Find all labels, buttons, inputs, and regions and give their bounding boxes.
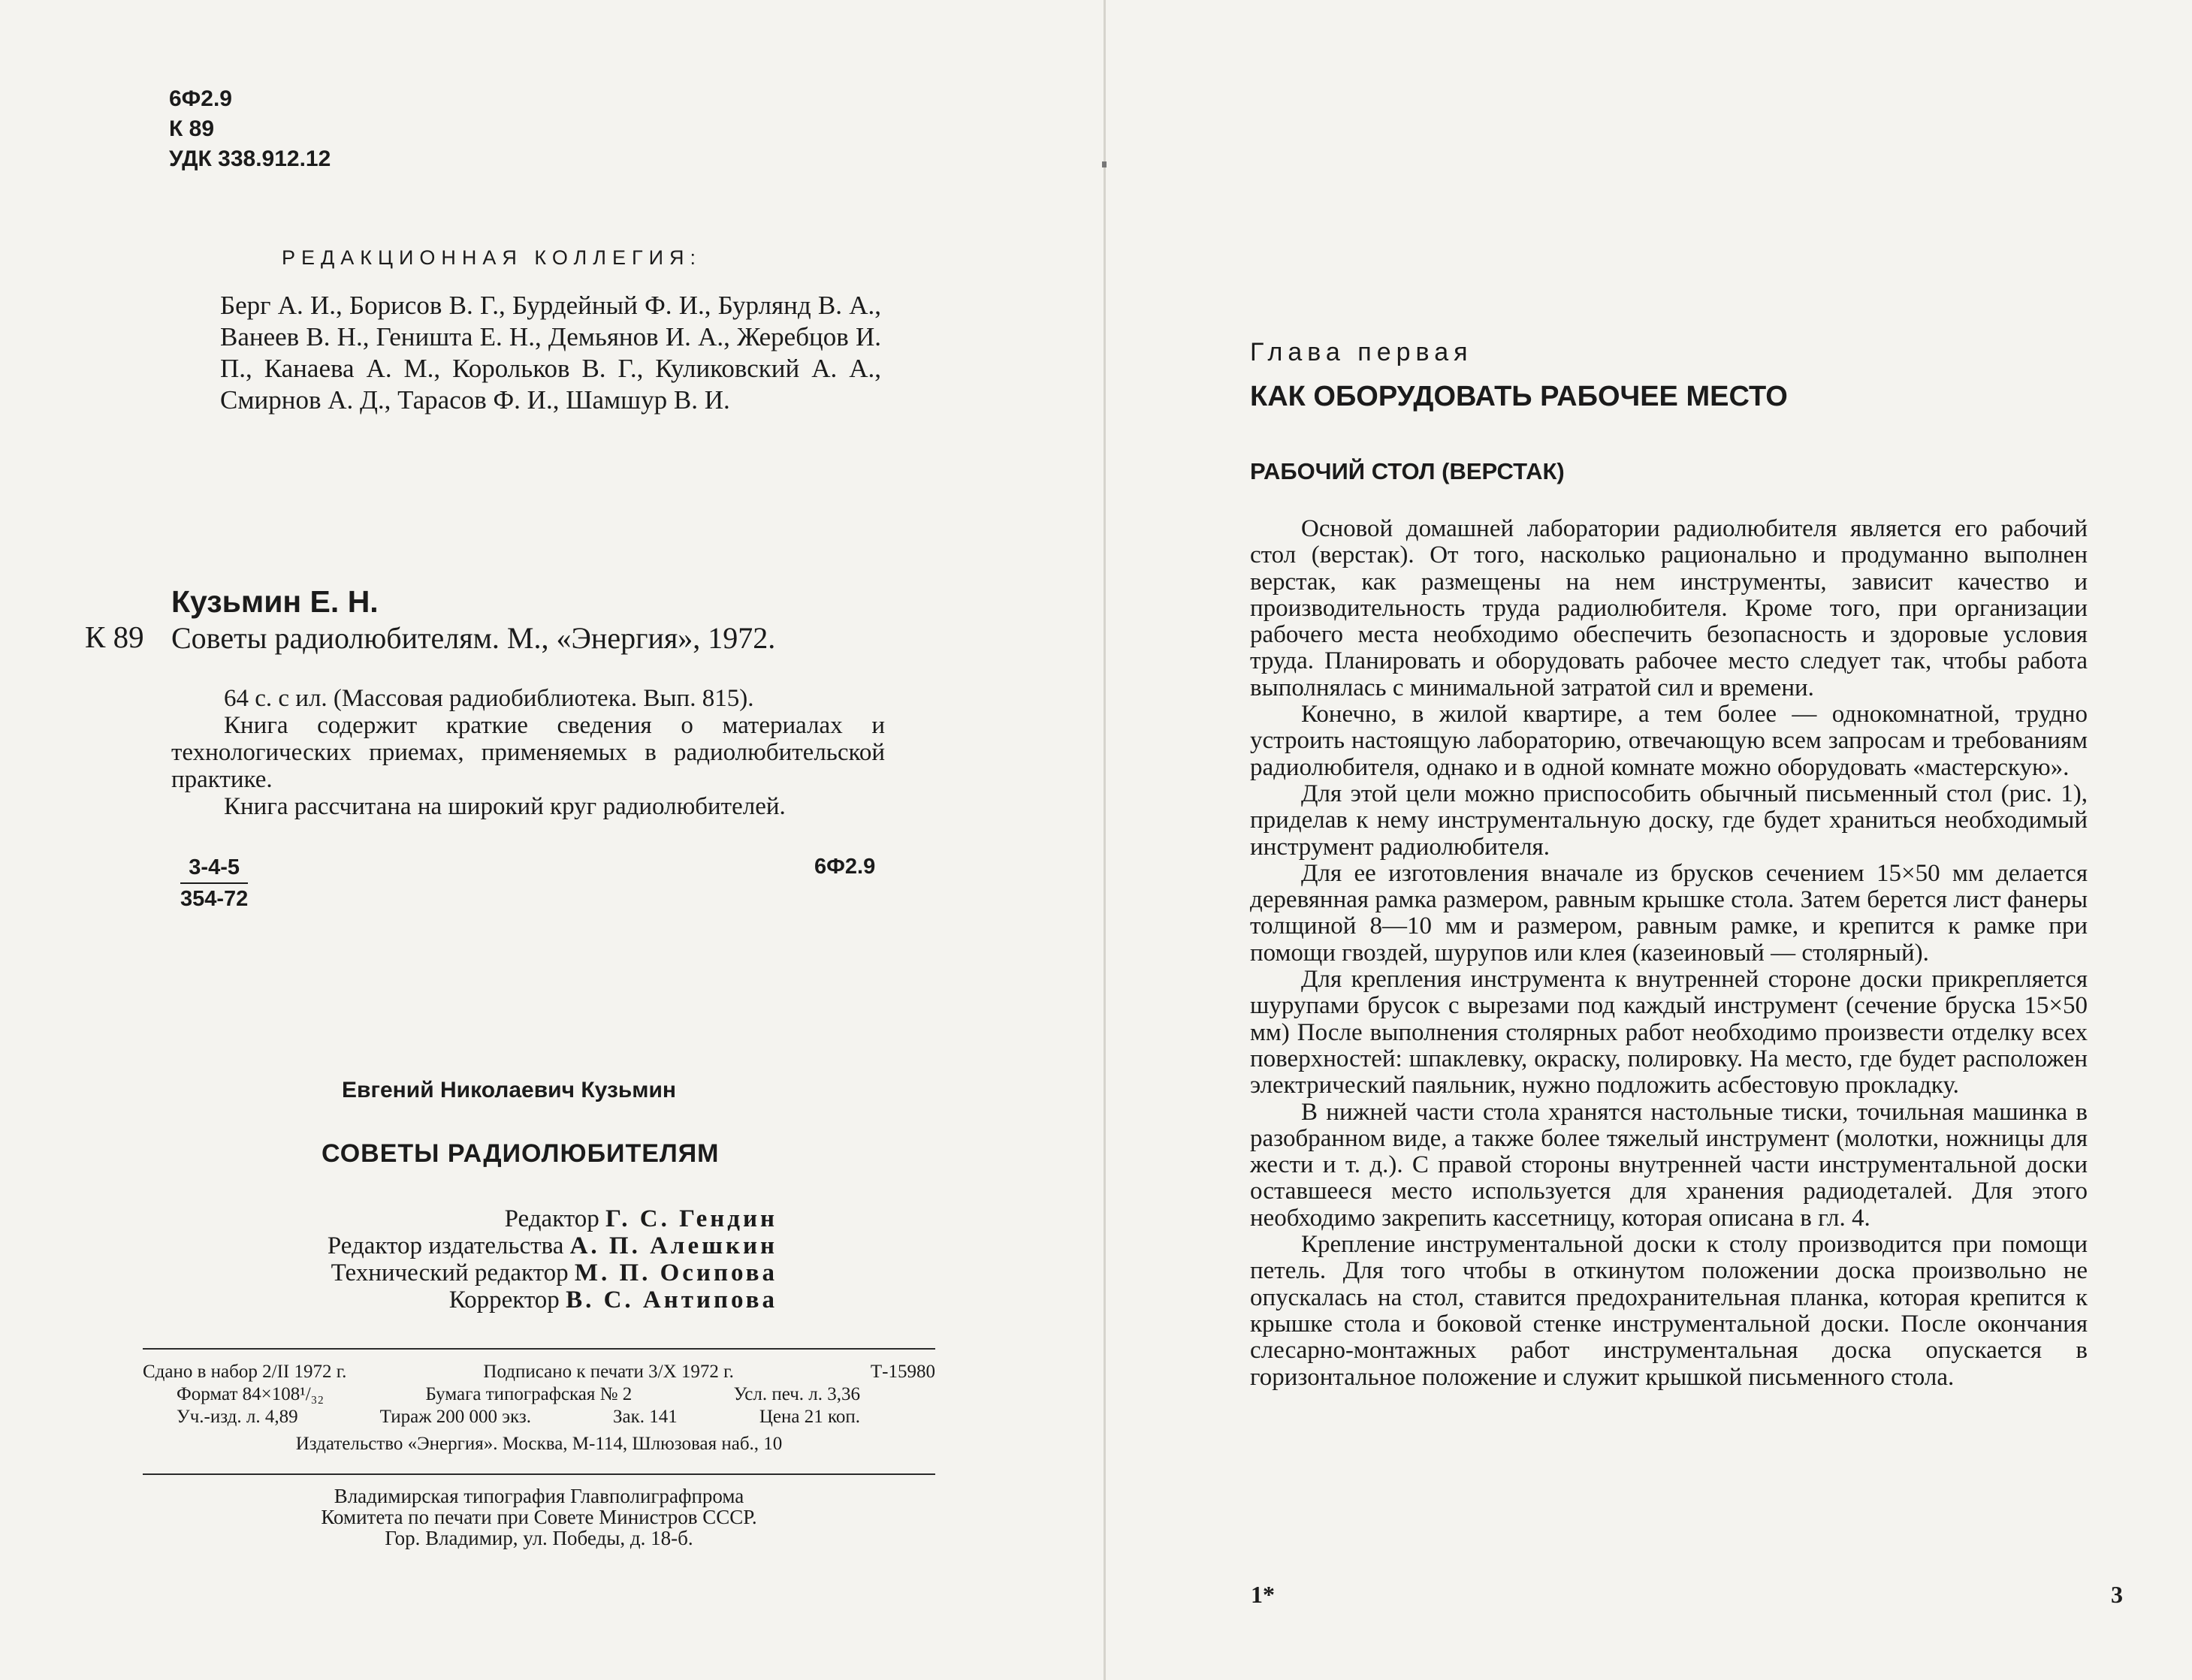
section-title: РАБОЧИЙ СТОЛ (ВЕРСТАК) [1250,458,1565,484]
imprint-field: Тираж 200 000 экз. [379,1407,531,1427]
colophon-title: СОВЕТЫ РАДИОЛЮБИТЕЛЯМ [322,1139,720,1168]
imprint-field: Бумага типографская № 2 [425,1384,633,1404]
editorial-board-members: Берг А. И., Борисов В. Г., Бурдейный Ф. И., Бурлянд В. А., Ванеев В. Н., Геништа Е. Н., Демьянов И. А., Жеребцов И. П., Канаева А. М., Корольков В. Г., Куликовский А. А., Смирнов А. Д., Тарасов Ф. И., Шамшур В. И. [220,291,881,415]
body-text [1250,516,2088,1391]
staff-line [328,1286,777,1314]
colophon-staff [328,1205,777,1314]
classification-code: УДК 338.912.12 [169,146,331,171]
catalog-summary: Книга содержит краткие сведения о материалах и технологических приемах, применяемых в радиолюбительской практике. [171,712,885,793]
printer-line: Гор. Владимир, ул. Победы, д. 18-б. [385,1527,693,1549]
imprint-field: Формат 84×108¹/₃₂ [177,1384,325,1404]
staff-role: Корректор [448,1286,560,1314]
body-paragraph: Для крепления инструмента к внутренней стороне доски прикрепляется шурупами брусок с вырезами под каждый инструмент (сечение бруска 15×50 мм) После выполнения столярных работ необходимо произвести отделку всех поверхностей: шпаклевку, окраску, полировку. На место, где будет расположен электрический паяльник, нужно подложить асбестовую прокладку. [1250,966,2088,1099]
editorial-board-heading: РЕДАКЦИОННАЯ КОЛЛЕГИЯ: [282,246,702,269]
staff-line [328,1232,777,1259]
code-denominator: 354-72 [180,887,249,911]
body-paragraph: Для ее изготовления вначале из брусков сечением 15×50 мм делается деревянная рамка размером, равным крышке стола. Затем берется лист фанеры толщиной 8—10 мм и размером, равным рамке, и крепится к рамке при помощи гвоздей, шурупов или клея (казеиновый — столярный). [1250,859,2088,967]
staff-line [328,1205,777,1232]
catalog-title-line: Советы радиолюбителям. М., «Энергия», 1972. [171,621,776,655]
footer-signature: 1* [1251,1581,1275,1608]
classification-code: К 89 [169,116,215,141]
imprint-field: Зак. 141 [613,1407,678,1427]
body-paragraph: Крепление инструментальной доски к столу производится при помощи петель. Для того чтобы в откинутом положении доска произвольно не опускалась на стол, ставится предохранительная планка, которая крепится к крышке стола и боковой стенке инструментальной доски. После окончания слесарно-монтажных работ инструментальная доска опускается в горизонтальное положение и служит крышкой письменного стола. [1250,1231,2088,1391]
imprint-field: Усл. печ. л. 3,36 [733,1384,860,1404]
staff-name: А. П. Алешкин [569,1232,777,1259]
imprint-field: Т-15980 [870,1362,935,1382]
printer-block [143,1485,935,1549]
catalog-index-code [180,852,248,914]
body-paragraph: В нижней части стола хранятся настольные тиски, точильная машинка в разобранном виде, а также более тяжелый инструмент (молотки, ножницы для жести и т. д.). С правой стороны внутренней части инструментальной доски оставшееся место используется для хранения радиодеталей. Для этого необходимо закрепить кассетницу, которая описана в гл. 4. [1250,1098,2088,1232]
staff-name: Г. С. Гендин [605,1205,777,1232]
page-number: 3 [2111,1581,2123,1608]
catalog-author: Кузьмин Е. Н. [171,584,379,619]
body-paragraph: Конечно, в жилой квартире, а тем более — однокомнатной, трудно устроить настоящую лабораторию, отвечающую всем запросам и требованиям радиолюбителя, однако и в одной комнате можно оборудовать «мастерскую». [1250,701,2088,781]
classification-codes [169,84,331,174]
imprint-row [143,1383,935,1406]
chapter-label: Глава первая [1250,338,1473,366]
catalog-description [171,685,885,820]
imprint-field: Уч.-изд. л. 4,89 [177,1407,298,1427]
staff-line [328,1259,777,1286]
code-numerator: 3-4-5 [180,852,248,884]
printer-line: Владимирская типография Главполиграфпрома [334,1485,744,1507]
imprint-field: Подписано к печати 3/X 1972 г. [483,1362,734,1382]
staff-role: Редактор издательства [327,1232,564,1259]
imprint-field: Сдано в набор 2/II 1972 г. [143,1362,347,1382]
chapter-title: КАК ОБОРУДОВАТЬ РАБОЧЕЕ МЕСТО [1250,381,1788,412]
classification-code: 6Ф2.9 [169,86,232,111]
staff-role: Технический редактор [331,1259,569,1286]
colophon-author: Евгений Николаевич Кузьмин [342,1078,677,1102]
printer-line: Комитета по печати при Совете Министров СССР. [321,1506,757,1528]
catalog-extent: 64 с. с ил. (Массовая радиобиблиотека. Вып. 815). [224,685,754,712]
catalog-bbk-code: 6Ф2.9 [814,855,876,879]
body-paragraph: Основой домашней лаборатории радиолюбителя является его рабочий стол (верстак). От того, насколько рационально и продуманно выполнен верстак, как размещены на нем инструменты, зависит качество и производительность труда радиолюбителя. Кроме того, при организации рабочего места необходимо обеспечить безопасность и здоровые условия труда. Планировать и оборудовать рабочее место следует так, чтобы работа выполнялась с минимальной затратой сил и времени. [1250,515,2088,701]
imprint-publisher: Издательство «Энергия». Москва, М-114, Шлюзовая наб., 10 [295,1434,783,1454]
imprint-block [143,1361,935,1455]
staff-role: Редактор [504,1205,599,1232]
right-page [1106,0,2192,1680]
staff-name: В. С. Антипова [566,1286,777,1314]
imprint-rule-bottom [143,1473,935,1475]
imprint-row [143,1406,935,1428]
imprint-field: Цена 21 коп. [759,1407,860,1427]
imprint-rule-top [143,1348,935,1350]
catalog-audience: Книга рассчитана на широкий круг радиолюбителей. [224,793,786,820]
body-paragraph: Для этой цели можно приспособить обычный письменный стол (рис. 1), приделав к нему инструментальную доску, где будет храниться необходимый инструмент радиолюбителя. [1250,780,2088,861]
catalog-shelf-mark: К 89 [85,620,144,654]
staff-name: М. П. Осипова [574,1259,777,1286]
imprint-row [143,1361,935,1383]
